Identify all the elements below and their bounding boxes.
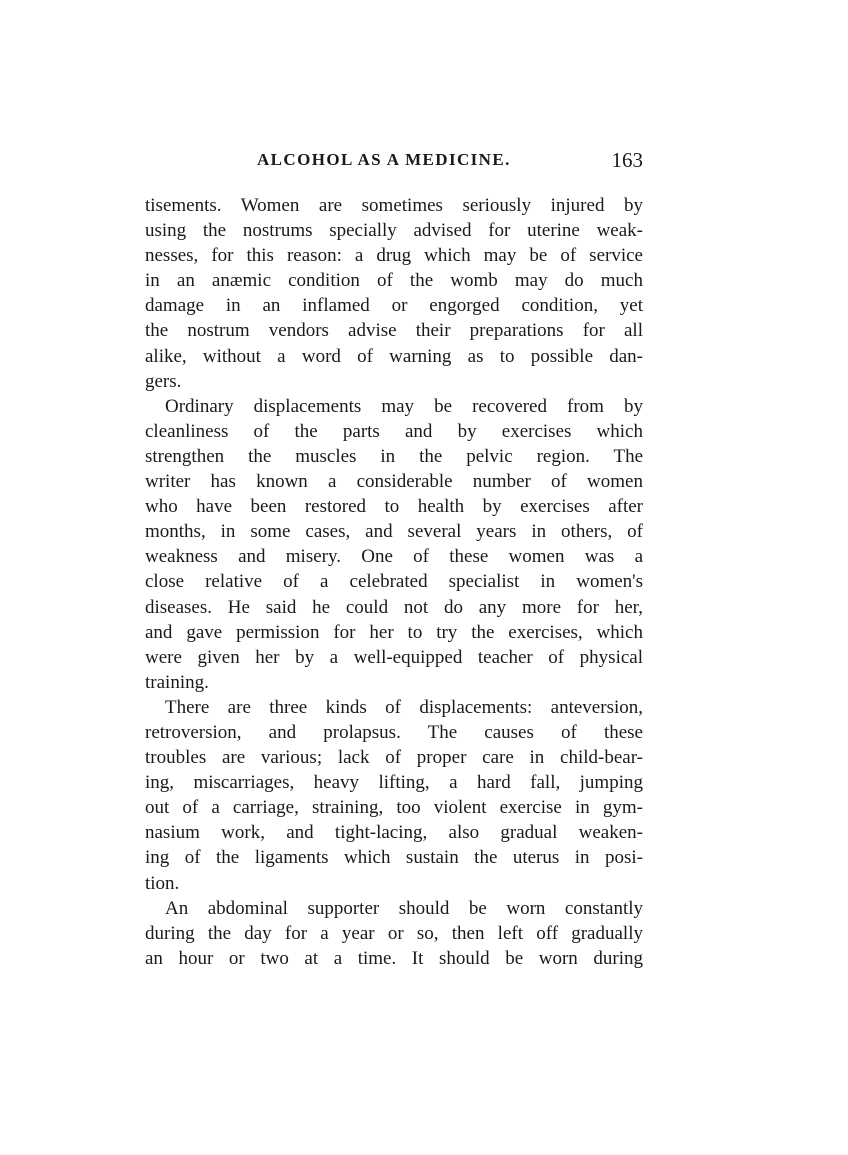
text-line: the nostrum vendors advise their preparations for all	[145, 320, 643, 342]
text-line: and gave permission for her to try the exercises, which	[145, 621, 643, 643]
paragraph	[145, 896, 643, 971]
text-line: tisements. Women are sometimes seriously injured by	[145, 195, 643, 216]
text-line: an hour or two at a time. It should be worn during	[145, 947, 643, 969]
text-line: writer has known a considerable number of women	[145, 471, 643, 493]
text-line: An abdominal supporter should be worn constantly	[165, 897, 643, 919]
text-line: retroversion, and prolapsus. The causes of these	[145, 721, 643, 743]
text-line: using the nostrums specially advised for uterine weak-	[145, 220, 643, 242]
text-line: strengthen the muscles in the pelvic region. The	[145, 445, 643, 467]
text-line: ing, miscarriages, heavy lifting, a hard fall, jumping	[145, 772, 643, 794]
text-line: close relative of a celebrated specialist in women's	[145, 571, 643, 593]
text-line: cleanliness of the parts and by exercises which	[145, 420, 643, 442]
text-line: Ordinary displacements may be recovered from by	[165, 395, 643, 417]
running-head	[145, 150, 645, 176]
text-line: gers.	[145, 370, 182, 392]
text-line: ing of the ligaments which sustain the uterus in posi-	[145, 847, 643, 869]
text-line: who have been restored to health by exercises after	[145, 496, 643, 518]
paragraph	[145, 394, 643, 695]
paragraph	[145, 695, 643, 896]
text-line: nasium work, and tight-lacing, also gradual weaken-	[145, 822, 643, 844]
text-line: damage in an inflamed or engorged condition, yet	[145, 295, 643, 317]
text-line: months, in some cases, and several years in others, of	[145, 521, 643, 543]
text-line: tion.	[145, 872, 180, 894]
text-line: were given her by a well-equipped teacher of physical	[145, 646, 643, 668]
text-line: diseases. He said he could not do any more for her,	[145, 596, 643, 618]
text-line: weakness and misery. One of these women was a	[145, 546, 643, 568]
text-line: troubles are various; lack of proper care in child-bear-	[145, 747, 643, 769]
text-line: There are three kinds of displacements: anteversion,	[165, 696, 643, 718]
paragraph	[145, 193, 643, 394]
text-line: in an anæmic condition of the womb may do much	[145, 270, 643, 292]
text-line: training.	[145, 671, 209, 693]
text-line: alike, without a word of warning as to possible dan-	[145, 345, 643, 367]
running-title: ALCOHOL AS A MEDICINE.	[257, 150, 511, 169]
text-line: nesses, for this reason: a drug which may be of service	[145, 245, 643, 267]
page-number: 163	[611, 148, 643, 172]
body-text	[145, 193, 643, 971]
text-line: during the day for a year or so, then left off gradually	[145, 922, 643, 944]
text-line: out of a carriage, straining, too violent exercise in gym-	[145, 797, 643, 819]
